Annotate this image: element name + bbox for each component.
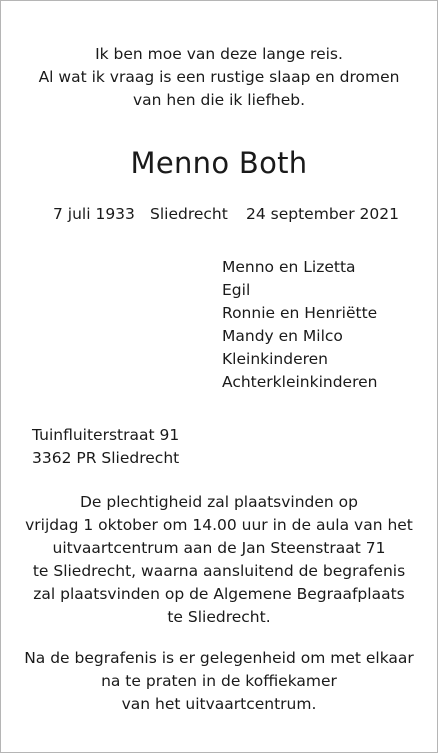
family-list — [222, 256, 377, 394]
death-date: 24 september 2021 — [246, 205, 399, 223]
family-member: Mandy en Milco — [222, 327, 343, 345]
address-street: Tuinfluiterstraat 91 — [32, 426, 180, 444]
address-postal-city: 3362 PR Sliedrecht — [32, 449, 180, 467]
gathering-line: van het uitvaartcentrum. — [121, 695, 317, 713]
ceremony-line: te Sliedrecht, waarna aansluitend de begrafenis — [32, 562, 406, 580]
family-member: Kleinkinderen — [222, 350, 329, 368]
ceremony-line: De plechtigheid zal plaatsvinden op — [80, 493, 358, 511]
family-member: Achterkleinkinderen — [222, 373, 378, 391]
poem-line: Ik ben moe van deze lange reis. — [95, 45, 343, 63]
poem — [1, 43, 437, 112]
place-name: Sliedrecht — [150, 205, 228, 223]
poem-line: van hen die ik liefheb. — [132, 91, 306, 109]
ceremony-line: vrijdag 1 oktober om 14.00 uur in de aula van het — [25, 516, 413, 534]
deceased-name: Menno Both — [130, 146, 308, 180]
ceremony-line: te Sliedrecht. — [167, 608, 271, 626]
family-member: Egil — [222, 281, 251, 299]
family-member: Menno en Lizetta — [222, 258, 356, 276]
ceremony-details — [1, 491, 437, 629]
correspondence-address — [32, 424, 179, 470]
family-member: Ronnie en Henriëtte — [222, 304, 378, 322]
ceremony-line: zal plaatsvinden op de Algemene Begraafplaats — [33, 585, 405, 603]
gathering-details — [1, 647, 437, 716]
gathering-line: na te praten in de koffiekamer — [101, 672, 337, 690]
gathering-line: Na de begrafenis is er gelegenheid om met elkaar — [24, 649, 414, 667]
poem-line: Al wat ik vraag is een rustige slaap en dromen — [38, 68, 400, 86]
ceremony-line: uitvaartcentrum aan de Jan Steenstraat 71 — [52, 539, 386, 557]
birth-date: 7 juli 1933 — [53, 205, 135, 223]
